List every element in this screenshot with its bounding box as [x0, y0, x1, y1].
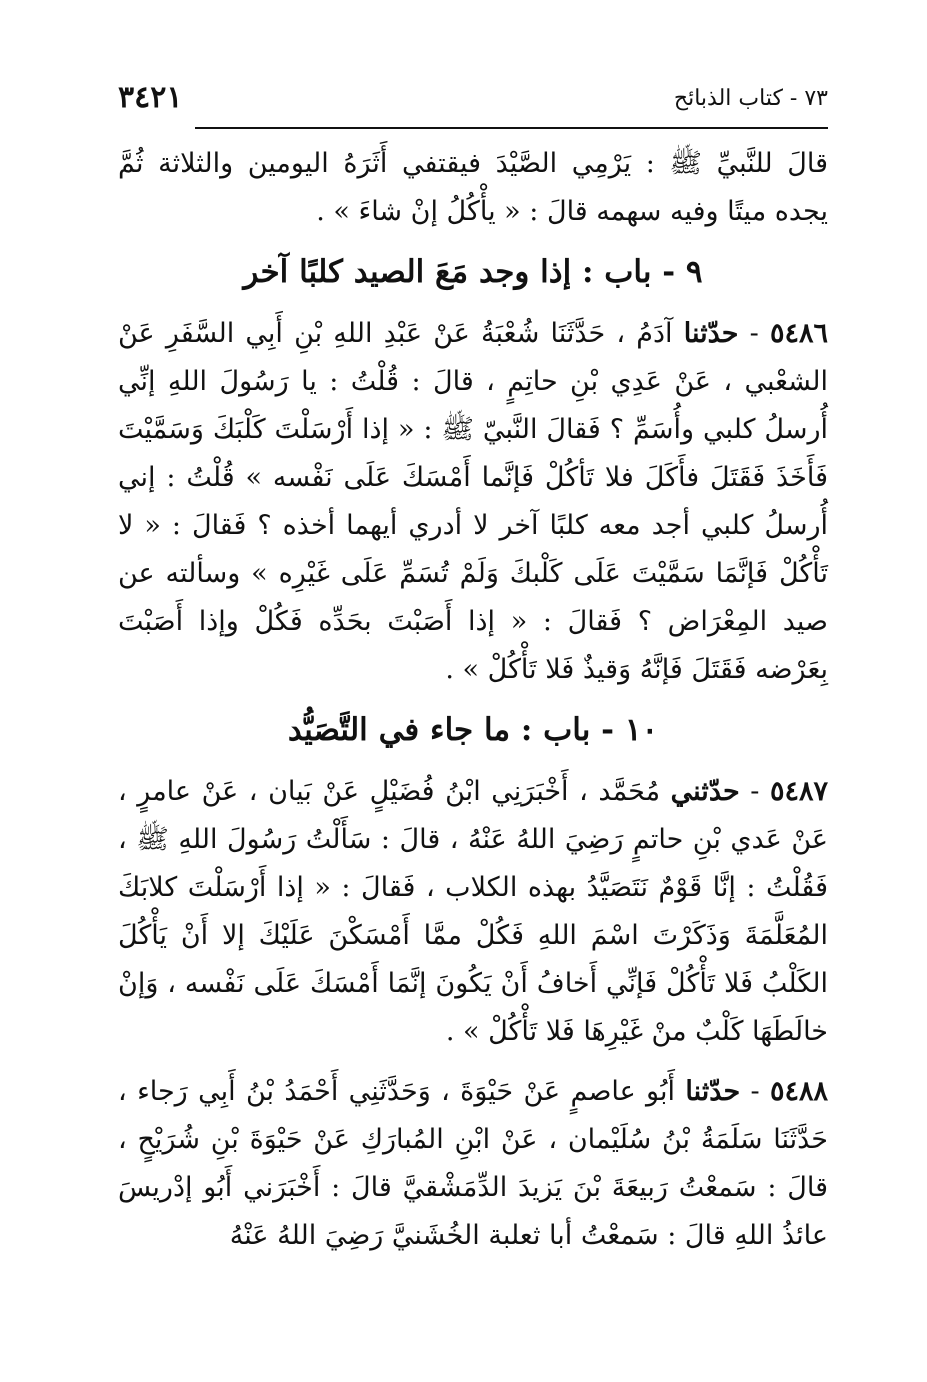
hadith-5486: ٥٤٨٦ - حدّثنا آدَمُ ، حَدَّثَنَا شُعْبَةُ عَنْ عَبْدِ اللهِ بْنِ أَبِي السَّفَرِ عَنْ الشعْبي ، عَنْ عَدِي بْنِ حاتِمٍ ، قالَ : قُلْتُ : يا رَسُولَ اللهِ إنِّي أُرسلُ كلبي وأُسَمِّ ؟ فَقالَ النَّبيّ ﷺ : « إذا أَرْسَلْتَ كَلْبَكَ وَسَمَّيْتَ فَأَخَذَ فَقَتَلَ فأَكَلَ فلا تَأكُلْ فَإنَّما أَمْسَكَ عَلَى نَفْسه » قُلْتُ : إني أُرسلُ كلبي أجد معه كلبًا آخر لا أدري أيهما أخذه ؟ فَقالَ : « لا تَأْكُلْ فَإنَّمَا سَمَّيْتَ عَلَى كَلْبكَ وَلَمْ تُسَمِّ عَلَى غَيْرِه » وسألته عن صيد المِعْرَاض ؟ فَقالَ : « إذا أَصَبْتَ بحَدِّه فَكُلْ وإذا أَصَبْتَ بِعَرْضه فَقَتَلَ فَإنَّهُ وَقيذٌ فَلا تَأْكُلْ » .: [118, 318, 828, 685]
hadith-text: أَبُو عاصمٍ عَنْ حَيْوَةَ ، وَحَدَّثَنِي أَحْمَدُ بْنُ أَبِي رَجاء ، حَدَّثَنَا سَلَمَةُ بْنُ سُلَيْمان ، عَنْ ابْنِ المُبارَكِ عَنْ حَيْوَةَ بْنِ شُرَيْحٍ ، قالَ : سَمعْتُ رَبيعَةَ بْنَ يَزيدَ الدِّمَشْقيَّ قالَ : أَخْبَرَني أَبُو إدْريسَ عائذُ اللهِ قالَ : سَمعْتُ أبا ثعلبة الخُشَنيَّ رَضِيَ اللهُ عَنْهُ: [118, 1076, 828, 1251]
hadith-5488: ٥٤٨٨ - حدّثنا أَبُو عاصمٍ عَنْ حَيْوَةَ ، وَحَدَّثَنِي أَحْمَدُ بْنُ أَبِي رَجاء ، حَدَّثَنَا سَلَمَةُ بْنُ سُلَيْمان ، عَنْ ابْنِ المُبارَكِ عَنْ حَيْوَةَ بْنِ شُرَيْحٍ ، قالَ : سَمعْتُ رَبيعَةَ بْنَ يَزيدَ الدِّمَشْقيَّ قالَ : أَخْبَرَني أَبُو إدْريسَ عائذُ اللهِ قالَ : سَمعْتُ أبا ثعلبة الخُشَنيَّ رَضِيَ اللهُ عَنْهُ: [118, 1076, 828, 1251]
hadith-5487: ٥٤٨٧ - حدّثني مُحَمَّد ، أَخْبَرَنِي ابْنُ فُضَيْلٍ عَنْ بَيان ، عَنْ عامرٍ ، عَنْ عَدي بْنِ حاتمٍ رَضِيَ اللهُ عَنْهُ ، قالَ : سَأَلْتُ رَسُولَ اللهِ ﷺ ، فَقُلْتُ : إنَّا قَوْمٌ نَتَصَيَّدُ بهذه الكلاب ، فَقالَ : « إذا أَرْسَلْتَ كلابَكَ المُعَلَّمَةَ وَذَكَرْتَ اسْمَ اللهِ فَكُلْ ممَّا أَمْسَكْنَ عَلَيْكَ إلا أَنْ يَأْكُلَ الكَلْبُ فَلا تَأْكُلْ فَإنِّي أَخافُ أَنْ يَكُونَ إنَّمَا أَمْسَكَ عَلَى نَفْسه ، وَإنْ خالَطَهَا كَلْبٌ منْ غَيْرِهَا فَلا تَأْكُلْ » .: [118, 776, 828, 1047]
hadith-text: آدَمُ ، حَدَّثَنَا شُعْبَةُ عَنْ عَبْدِ اللهِ بْنِ أَبِي السَّفَرِ عَنْ الشعْبي ، عَنْ عَدِي بْنِ حاتِمٍ ، قالَ : قُلْتُ : يا رَسُولَ اللهِ إنِّي أُرسلُ كلبي وأُسَمِّ ؟ فَقالَ النَّبيّ ﷺ : « إذا أَرْسَلْتَ كَلْبَكَ وَسَمَّيْتَ فَأَخَذَ فَقَتَلَ فأَكَلَ فلا تَأكُلْ فَإنَّما أَمْسَكَ عَلَى نَفْسه » قُلْتُ : إني أُرسلُ كلبي أجد معه كلبًا آخر لا أدري أيهما أخذه ؟ فَقالَ : « لا تَأْكُلْ فَإنَّمَا سَمَّيْتَ عَلَى كَلْبكَ وَلَمْ تُسَمِّ عَلَى غَيْرِه » وسألته عن صيد المِعْرَاض ؟ فَقالَ : « إذا أَصَبْتَ بحَدِّه فَكُلْ وإذا أَصَبْتَ بِعَرْضه فَقَتَلَ فَإنَّهُ وَقيذٌ فَلا تَأْكُلْ » .: [118, 318, 828, 685]
page-number: ٣٤٢١: [118, 80, 183, 115]
hadith-opening: حدّثنا: [683, 318, 739, 349]
hadith-text: مُحَمَّد ، أَخْبَرَنِي ابْنُ فُضَيْلٍ عَنْ بَيان ، عَنْ عامرٍ ، عَنْ عَدي بْنِ حاتمٍ رَضِيَ اللهُ عَنْهُ ، قالَ : سَأَلْتُ رَسُولَ اللهِ ﷺ ، فَقُلْتُ : إنَّا قَوْمٌ نَتَصَيَّدُ بهذه الكلاب ، فَقالَ : « إذا أَرْسَلْتَ كلابَكَ المُعَلَّمَةَ وَذَكَرْتَ اسْمَ اللهِ فَكُلْ ممَّا أَمْسَكْنَ عَلَيْكَ إلا أَنْ يَأْكُلَ الكَلْبُ فَلا تَأْكُلْ فَإنِّي أَخافُ أَنْ يَكُونَ إنَّمَا أَمْسَكَ عَلَى نَفْسه ، وَإنْ خالَطَهَا كَلْبٌ منْ غَيْرِهَا فَلا تَأْكُلْ » .: [118, 776, 828, 1047]
running-chapter-title: ٧٣ - كتاب الذبائح: [673, 86, 828, 111]
continuation-paragraph: قالَ للنَّبيِّ ﷺ : يَرْمِي الصَّيْدَ فيقتفي أَثَرَهُ اليومين والثلاثة ثُمَّ يجده ميتًا وفيه سهمه قالَ : « يأْكُلُ إنْ شاءَ » .: [118, 148, 828, 227]
hadith-number: ٥٤٨٧: [769, 776, 828, 807]
paragraph-gap: [118, 1056, 828, 1068]
hadith-opening: حدّثنا: [685, 1076, 741, 1107]
hadith-opening: حدّثني: [670, 776, 740, 807]
header-rule: [195, 127, 828, 129]
chapter-heading-10: ١٠ - باب : ما جاء في التَّصَيُّد: [287, 712, 659, 748]
chapter-heading-9: ٩ - باب : إذا وجد مَعَ الصيد كلبًا آخر: [243, 254, 703, 290]
page-header: [118, 78, 828, 128]
hadith-number: ٥٤٨٦: [769, 318, 828, 349]
page-body: [118, 140, 828, 1260]
hadith-number: ٥٤٨٨: [769, 1076, 828, 1107]
